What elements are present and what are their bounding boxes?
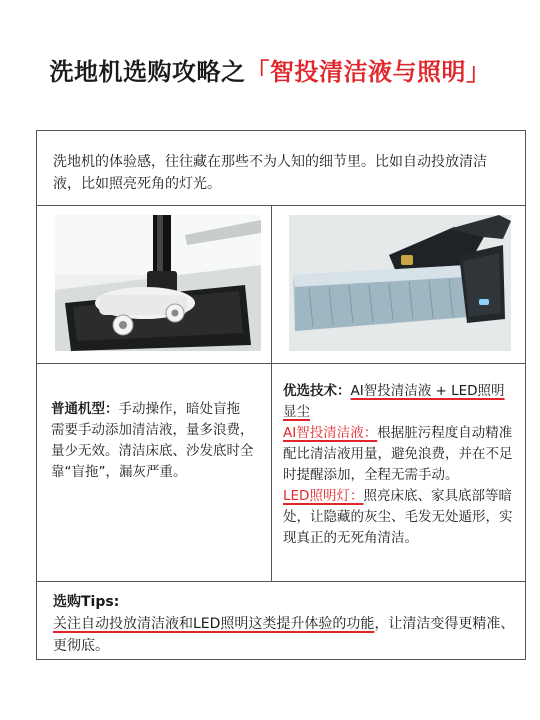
intro-text: 洗地机的体验感，往往藏在那些不为人知的细节里。比如自动投放清洁液，比如照亮死角的灯光。 bbox=[53, 154, 487, 192]
table-divider bbox=[37, 581, 525, 582]
table-divider-vertical bbox=[271, 205, 272, 581]
table-divider bbox=[37, 205, 525, 206]
premium-headline: AI智投清洁液 + LED照明显尘 bbox=[283, 383, 505, 420]
premium-label: 优选技术： bbox=[283, 383, 351, 399]
title-highlight: 「智投清洁液与照明」 bbox=[245, 58, 491, 86]
premium-mop-image bbox=[289, 215, 511, 351]
table-divider bbox=[37, 363, 525, 364]
standard-summary: 手动操作，暗处盲拖 bbox=[118, 401, 240, 417]
ai-detergent-text: 根据脏污程度自动精准配比清洁液用量，避免浪费，并在不足时提醒添加，全程无需手动。 bbox=[283, 425, 513, 483]
tips-text bbox=[53, 613, 515, 657]
title-main: 洗地机选购攻略之 bbox=[49, 58, 246, 86]
standard-model-cell bbox=[51, 399, 261, 483]
premium-model-cell bbox=[283, 381, 515, 549]
led-light-label: LED照明灯： bbox=[283, 488, 364, 504]
standard-mop-image bbox=[55, 215, 261, 351]
comparison-table bbox=[36, 130, 526, 660]
page-title bbox=[0, 52, 540, 87]
tips-title: 选购Tips: bbox=[53, 594, 120, 610]
standard-label: 普通机型： bbox=[51, 401, 119, 417]
tips-underlined: 关注自动投放清洁液和LED照明这类提升体验的功能 bbox=[53, 616, 375, 632]
standard-description: 需要手动添加清洁液，量多浪费，量少无效。清洁床底、沙发底时全靠“盲拖”，漏灰严重。 bbox=[51, 422, 254, 480]
ai-detergent-label: AI智投清洁液： bbox=[283, 425, 378, 441]
led-light-text: 照亮床底、家具底部等暗处，让隐藏的灰尘、毛发无处遁形，实现真正的无死角清洁。 bbox=[283, 488, 513, 546]
tips-rest: ，让清洁变得更精准、更彻底。 bbox=[53, 616, 515, 654]
